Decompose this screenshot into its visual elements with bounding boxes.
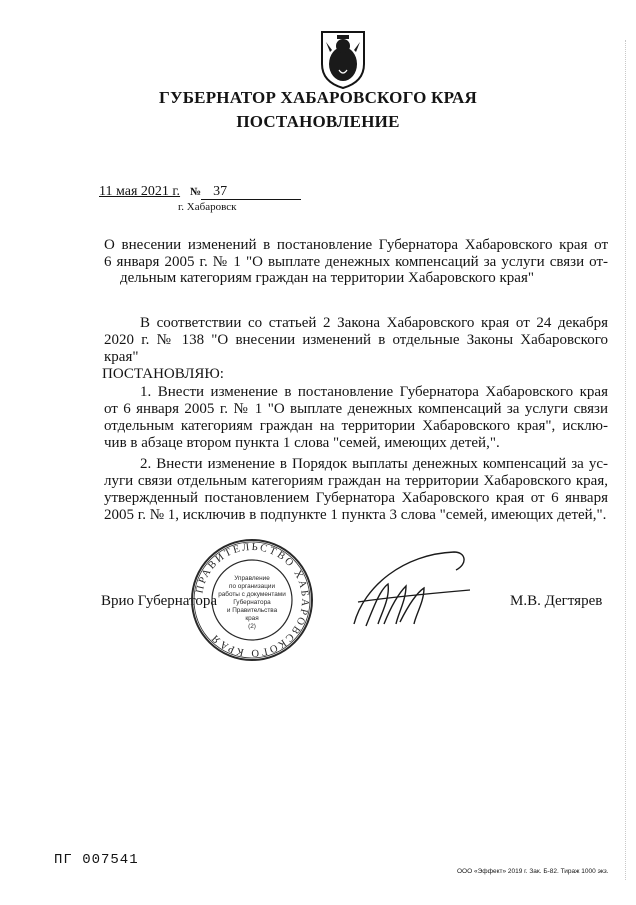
stamp-ring-text: ПРАВИТЕЛЬСТВО ХАБАРОВСКОГО КРАЯ [194, 541, 311, 659]
resolve-heading: ПОСТАНОВЛЯЮ: [102, 366, 224, 382]
stamp-inner-line: и Правительства [226, 607, 278, 614]
item2-line: 2. Внести изменение в Порядок выплаты денежных компенсаций за ус- [140, 456, 608, 472]
form-code: ПГ 007541 [54, 852, 139, 868]
official-stamp [190, 538, 314, 662]
preamble-line: 2020 г. № 138 "О внесении изменений в отдельные Законы Хабаровского [104, 332, 608, 348]
signatory-name: М.В. Дегтярев [510, 593, 603, 609]
stamp-inner-line: края [245, 615, 259, 622]
item1-line: чив в абзаце втором пункта 1 слова "семей, имеющих детей,". [104, 435, 500, 451]
date-number-line [99, 184, 301, 200]
handwritten-signature [344, 546, 472, 636]
printer-imprint: ООО «Эффект» 2019 г. Зак. Б-82. Тираж 1000 экз. [457, 868, 609, 875]
title-line: дельным категориям граждан на территории Хабаровского края" [120, 270, 534, 286]
document-date: 11 мая 2021 г. [99, 184, 181, 199]
item2-line: 2005 г. № 1, исключив в подпункте 1 пункта 3 слова "семей, имеющих детей,". [104, 507, 607, 523]
stamp-inner-line: Губернатора [233, 599, 271, 606]
signatory-position: Врио Губернатора [101, 593, 218, 609]
document-type: ПОСТАНОВЛЕНИЕ [236, 112, 400, 131]
stamp-inner-line: (2) [248, 623, 256, 630]
item2-line: луги связи отдельным категориям граждан на территории Хабаровского края, [104, 473, 608, 489]
item2-line: утвержденный постановлением Губернатора Хабаровского края от 6 января [104, 490, 608, 506]
stamp-inner-line: Управление [234, 575, 270, 582]
number-label: № [190, 186, 202, 198]
title-line: О внесении изменений в постановление Губернатора Хабаровского края от [104, 237, 608, 253]
document-city: г. Хабаровск [178, 201, 237, 213]
document-number: 37 [201, 185, 301, 200]
coat-of-arms-icon [318, 30, 368, 90]
preamble-line: края" [104, 349, 139, 365]
issuer-title: ГУБЕРНАТОР ХАБАРОВСКОГО КРАЯ [159, 88, 477, 107]
item1-line: отдельным категориям граждан на территории Хабаровского края", исклю- [104, 418, 608, 434]
stamp-inner-line: по организации [228, 583, 276, 590]
preamble-line: В соответствии со статьей 2 Закона Хабаровского края от 24 декабря [140, 315, 608, 331]
title-line: 6 января 2005 г. № 1 "О выплате денежных компенсаций за услуги связи от- [104, 254, 608, 270]
item1-line: 1. Внести изменение в постановление Губернатора Хабаровского края [140, 384, 608, 400]
stamp-inner-line: работы с документами [218, 591, 286, 598]
scan-edge-line [625, 40, 627, 880]
item1-line: от 6 января 2005 г. № 1 "О выплате денежных компенсаций за услуги связи [104, 401, 608, 417]
